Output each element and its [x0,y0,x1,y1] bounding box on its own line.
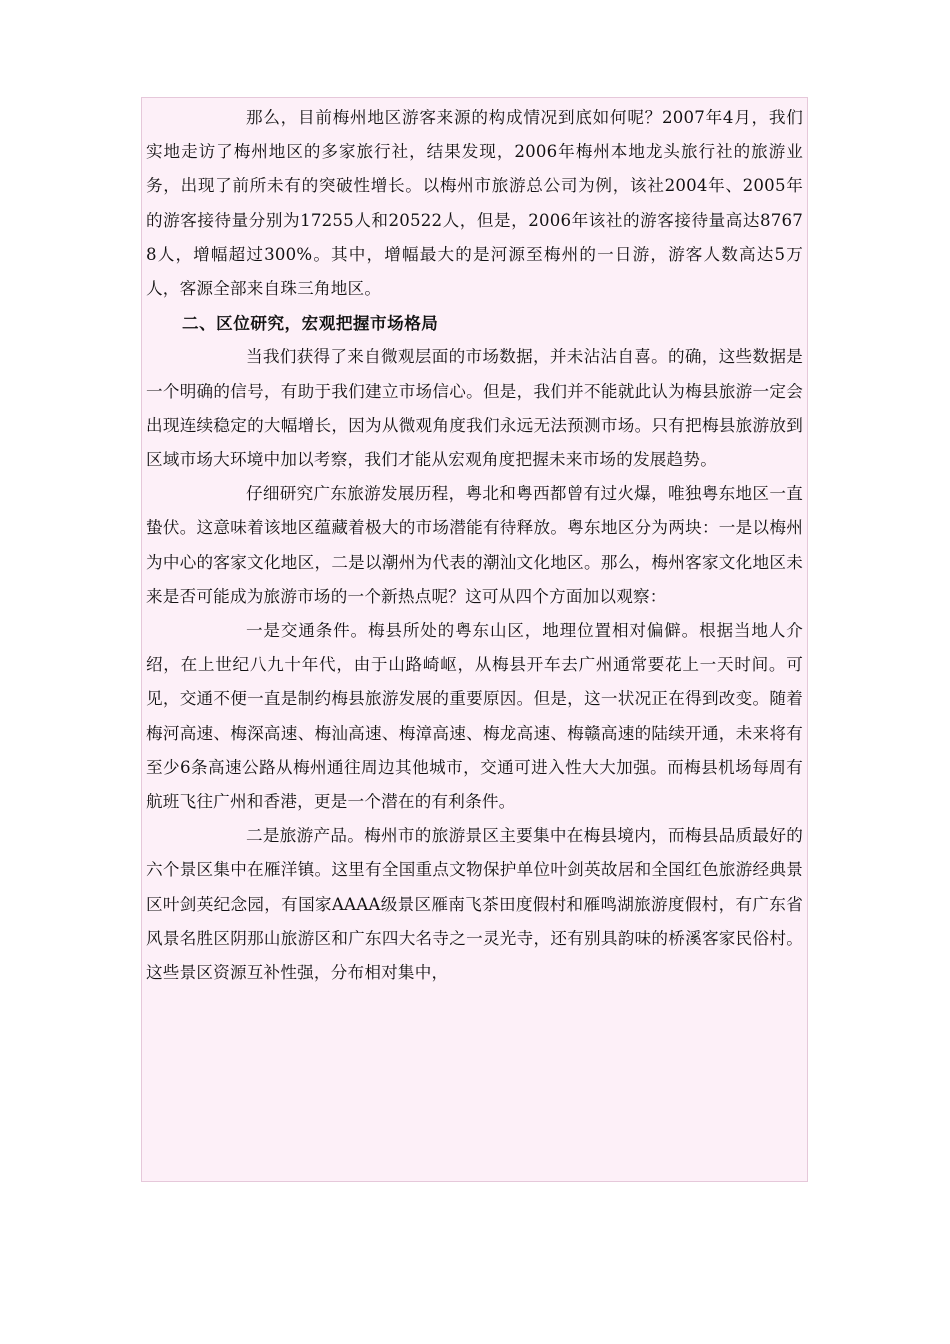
paragraph-tourism-products: 二是旅游产品。梅州市的旅游景区主要集中在梅县境内，而梅县品质最好的六个景区集中在雁洋镇。这里有全国重点文物保护单位叶剑英故居和全国红色旅游经典景区叶剑英纪念园，有国家AAAA级景区雁南飞茶田度假村和雁鸣湖旅游度假村，有广东省风景名胜区阴那山旅游区和广东四大名寺之一灵光寺，还有别具韵味的桥溪客家民俗村。这些景区资源互补性强，分布相对集中， [146,826,803,983]
document-text-box [141,97,808,1182]
section-heading-location-research: 二、区位研究，宏观把握市场格局 [182,313,439,334]
paragraph-transport-conditions: 一是交通条件。梅县所处的粤东山区，地理位置相对偏僻。根据当地人介绍，在上世纪八九十年代，由于山路崎岖，从梅县开车去广州通常要花上一天时间。可见，交通不便一直是制约梅县旅游发展的重要原因。但是，这一状况正在得到改变。随着梅河高速、梅深高速、梅汕高速、梅漳高速、梅龙高速、梅赣高速的陆续开通，未来将有至少6条高速公路从梅州通往周边其他城市，交通可进入性大大加强。而梅县机场每周有航班飞往广州和香港，更是一个潜在的有利条件。 [146,621,803,812]
paragraph-visitor-sources: 那么，目前梅州地区游客来源的构成情况到底如何呢？2007年4月，我们实地走访了梅州地区的多家旅行社，结果发现，2006年梅州本地龙头旅行社的旅游业务，出现了前所未有的突破性增长。以梅州市旅游总公司为例，该社2004年、2005年的游客接待量分别为17255人和20522人，但是，2006年该社的游客接待量高达87678人，增幅超过300%。其中，增幅最大的是河源至梅州的一日游，游客人数高达5万人，客源全部来自珠三角地区。 [146,108,803,299]
paragraph-micro-market-data: 当我们获得了来自微观层面的市场数据，并未沾沾自喜。的确，这些数据是一个明确的信号，有助于我们建立市场信心。但是，我们并不能就此认为梅县旅游一定会出现连续稳定的大幅增长，因为从微观角度我们永远无法预测市场。只有把梅县旅游放到区域市场大环境中加以考察，我们才能从宏观角度把握未来市场的发展趋势。 [146,347,803,470]
paragraph-guangdong-tourism-history: 仔细研究广东旅游发展历程，粤北和粤西都曾有过火爆，唯独粤东地区一直蛰伏。这意味着该地区蕴藏着极大的市场潜能有待释放。粤东地区分为两块：一是以梅州为中心的客家文化地区，二是以潮州为代表的潮汕文化地区。那么，梅州客家文化地区未来是否可能成为旅游市场的一个新热点呢？这可从四个方面加以观察： [146,484,803,606]
